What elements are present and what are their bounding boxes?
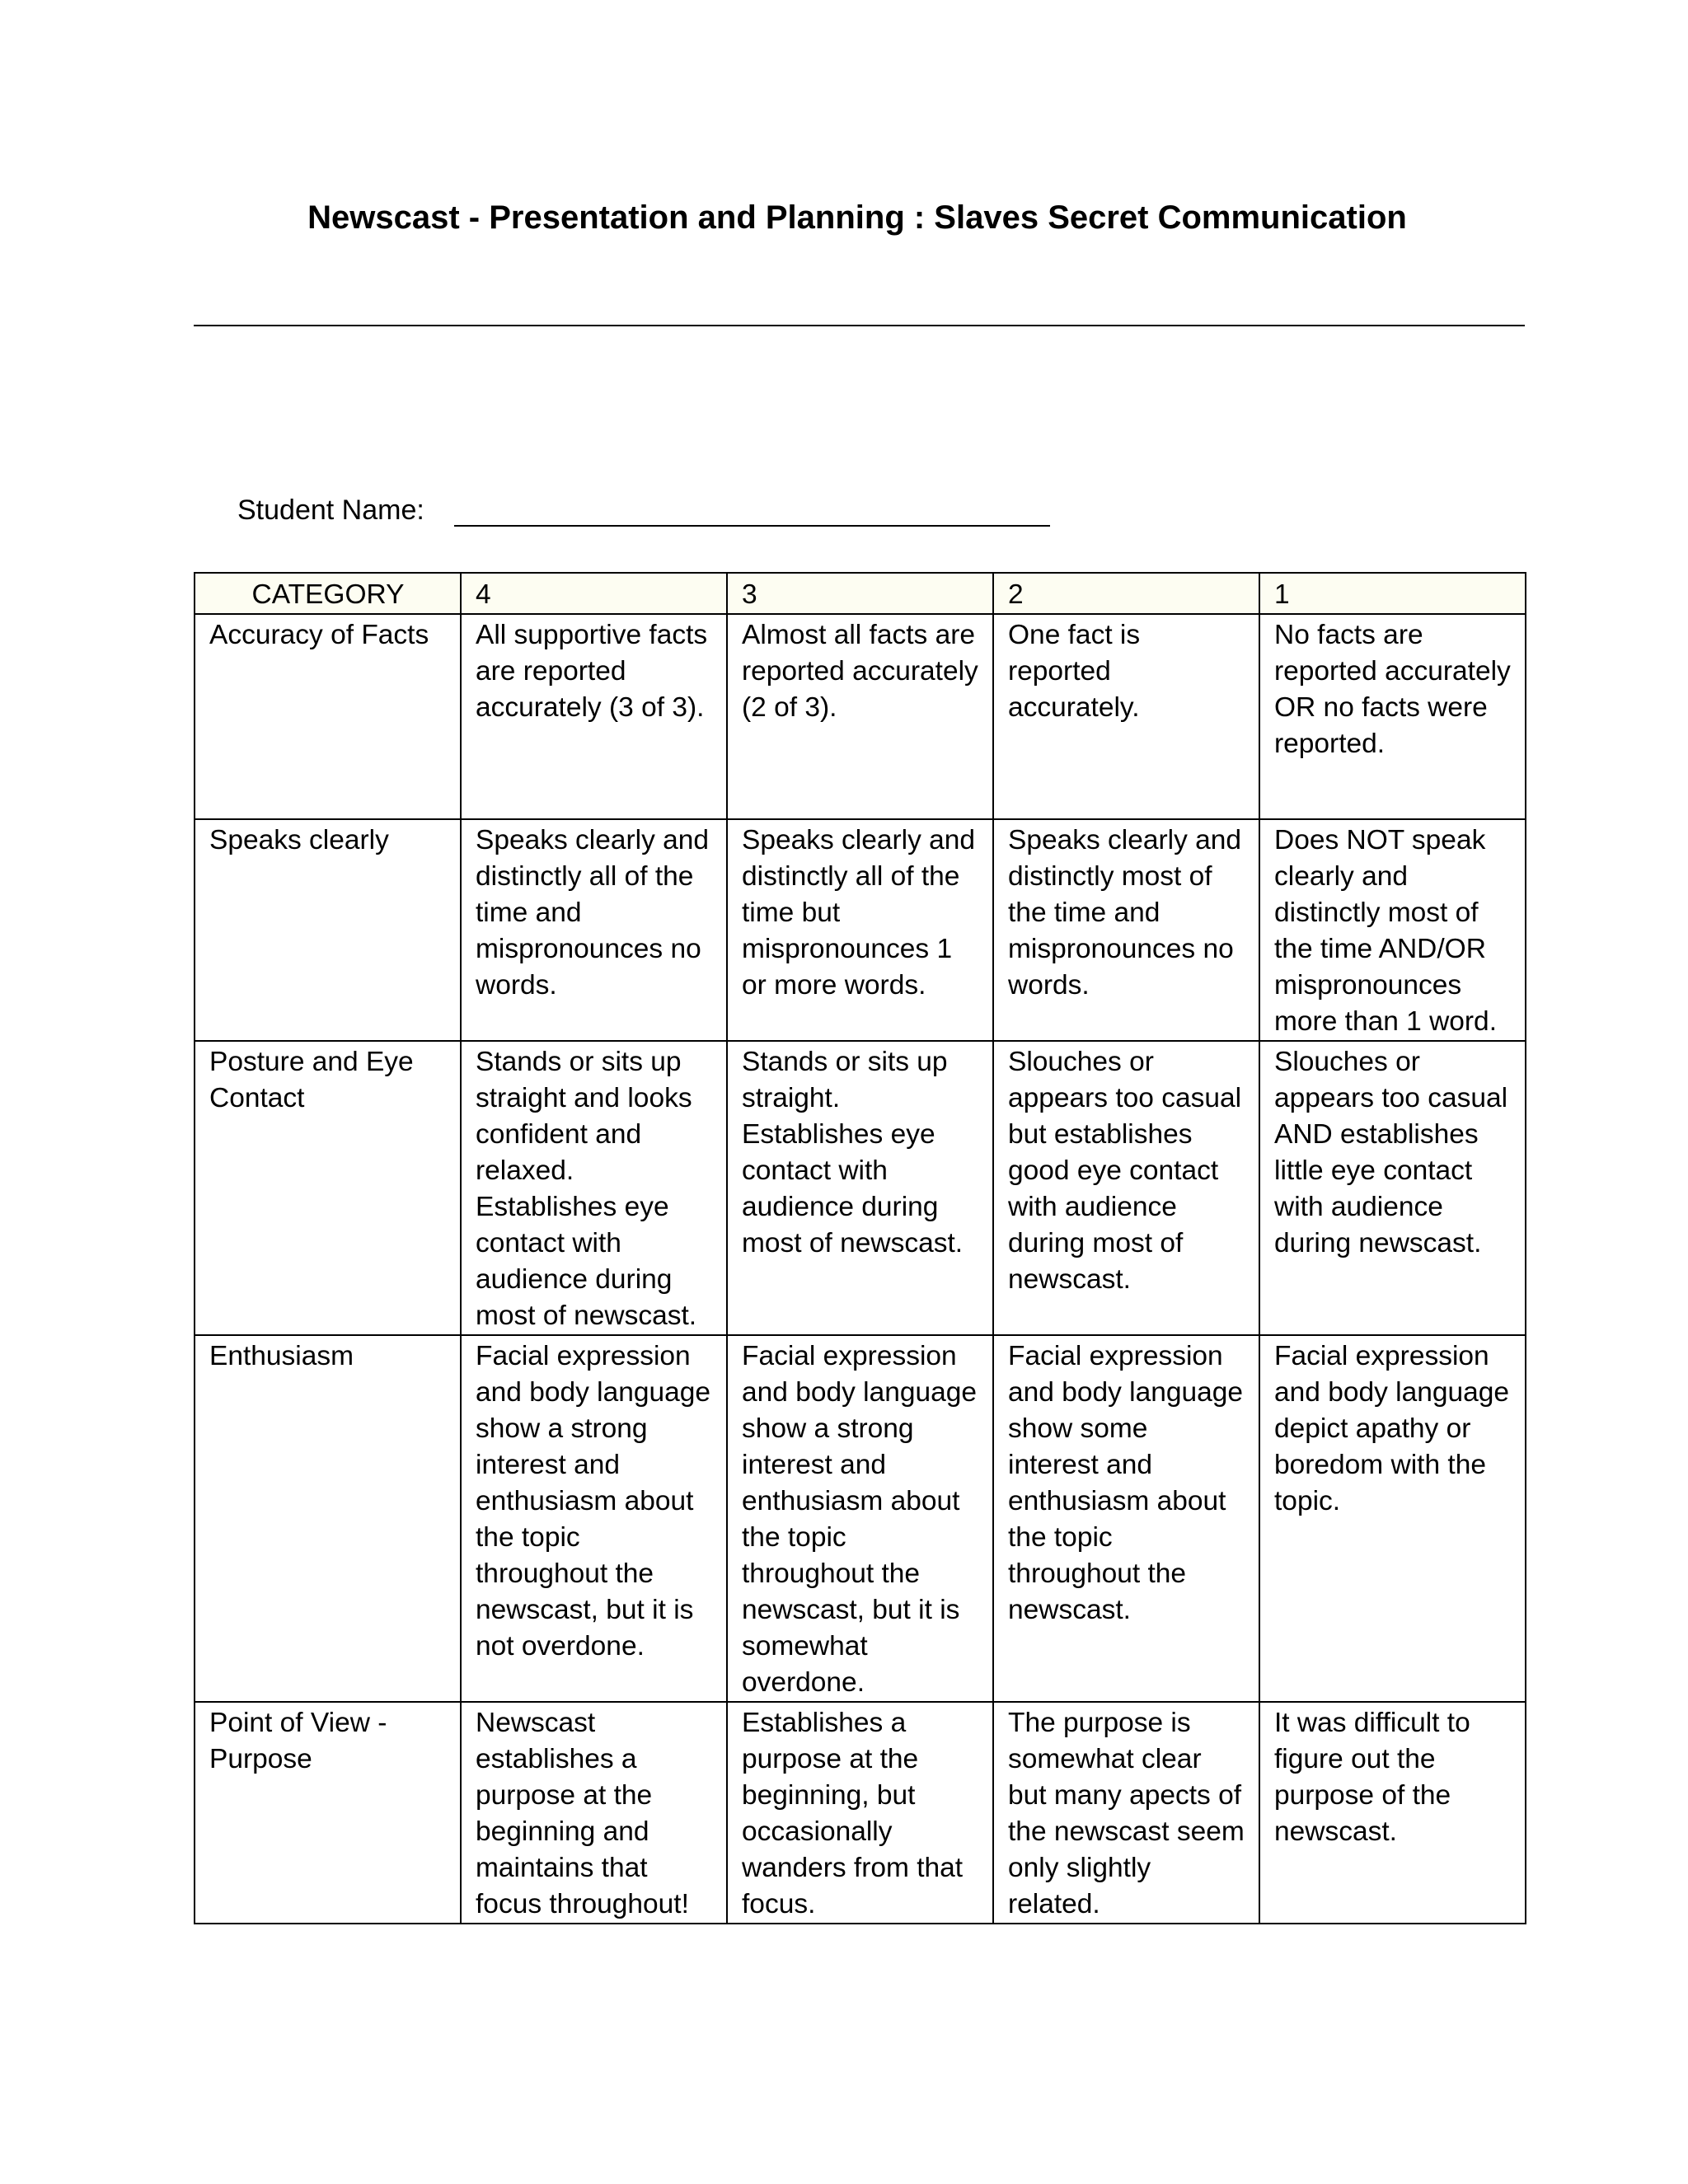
criteria-cell: Speaks clearly and distinctly all of the time but mispronounces 1 or more words. bbox=[727, 819, 993, 1041]
table-row bbox=[195, 819, 1526, 1041]
table-row bbox=[195, 614, 1526, 819]
header-cell-score-1: 1 bbox=[1259, 573, 1526, 614]
criteria-cell: Speaks clearly and distinctly most of the time and mispronounces no words. bbox=[993, 819, 1259, 1041]
criteria-cell: Facial expression and body language show a strong interest and enthusiasm about the topic throughout the newscast, but it is not overdone. bbox=[461, 1335, 727, 1702]
criteria-cell: No facts are reported accurately OR no facts were reported. bbox=[1259, 614, 1526, 819]
criteria-cell: One fact is reported accurately. bbox=[993, 614, 1259, 819]
student-name-label: Student Name: bbox=[237, 494, 424, 526]
header-cell-category: CATEGORY bbox=[195, 573, 461, 614]
header-cell-score-2: 2 bbox=[993, 573, 1259, 614]
criteria-cell: Establishes a purpose at the beginning, but occasionally wanders from that focus. bbox=[727, 1702, 993, 1924]
header-cell-score-4: 4 bbox=[461, 573, 727, 614]
criteria-cell: Slouches or appears too casual but establishes good eye contact with audience during most of newscast. bbox=[993, 1041, 1259, 1335]
criteria-cell: The purpose is somewhat clear but many apects of the newscast seem only slightly related. bbox=[993, 1702, 1259, 1924]
table-row bbox=[195, 1335, 1526, 1702]
category-cell: Posture and Eye Contact bbox=[195, 1041, 461, 1335]
criteria-cell: Slouches or appears too casual AND establishes little eye contact with audience during newscast. bbox=[1259, 1041, 1526, 1335]
criteria-cell: Speaks clearly and distinctly all of the time and mispronounces no words. bbox=[461, 819, 727, 1041]
criteria-cell: Stands or sits up straight. Establishes eye contact with audience during most of newscast. bbox=[727, 1041, 993, 1335]
rubric-table bbox=[194, 572, 1526, 1924]
table-row bbox=[195, 1702, 1526, 1924]
criteria-cell: Facial expression and body language show some interest and enthusiasm about the topic throughout the newscast. bbox=[993, 1335, 1259, 1702]
document-title: Newscast - Presentation and Planning : Slaves Secret Communication bbox=[307, 199, 1407, 236]
criteria-cell: All supportive facts are reported accurately (3 of 3). bbox=[461, 614, 727, 819]
criteria-cell: Does NOT speak clearly and distinctly most of the time AND/OR mispronounces more than 1 word. bbox=[1259, 819, 1526, 1041]
category-cell: Point of View - Purpose bbox=[195, 1702, 461, 1924]
criteria-cell: Facial expression and body language depict apathy or boredom with the topic. bbox=[1259, 1335, 1526, 1702]
header-row bbox=[195, 573, 1526, 614]
student-name-field[interactable] bbox=[454, 525, 1050, 527]
table-row bbox=[195, 1041, 1526, 1335]
title-divider bbox=[194, 325, 1525, 326]
category-cell: Enthusiasm bbox=[195, 1335, 461, 1702]
criteria-cell: Almost all facts are reported accurately (2 of 3). bbox=[727, 614, 993, 819]
criteria-cell: Facial expression and body language show a strong interest and enthusiasm about the topic throughout the newscast, but it is somewhat overdone. bbox=[727, 1335, 993, 1702]
category-cell: Speaks clearly bbox=[195, 819, 461, 1041]
category-cell: Accuracy of Facts bbox=[195, 614, 461, 819]
header-cell-score-3: 3 bbox=[727, 573, 993, 614]
criteria-cell: It was difficult to figure out the purpose of the newscast. bbox=[1259, 1702, 1526, 1924]
criteria-cell: Stands or sits up straight and looks confident and relaxed. Establishes eye contact with audience during most of newscast. bbox=[461, 1041, 727, 1335]
criteria-cell: Newscast establishes a purpose at the beginning and maintains that focus throughout! bbox=[461, 1702, 727, 1924]
